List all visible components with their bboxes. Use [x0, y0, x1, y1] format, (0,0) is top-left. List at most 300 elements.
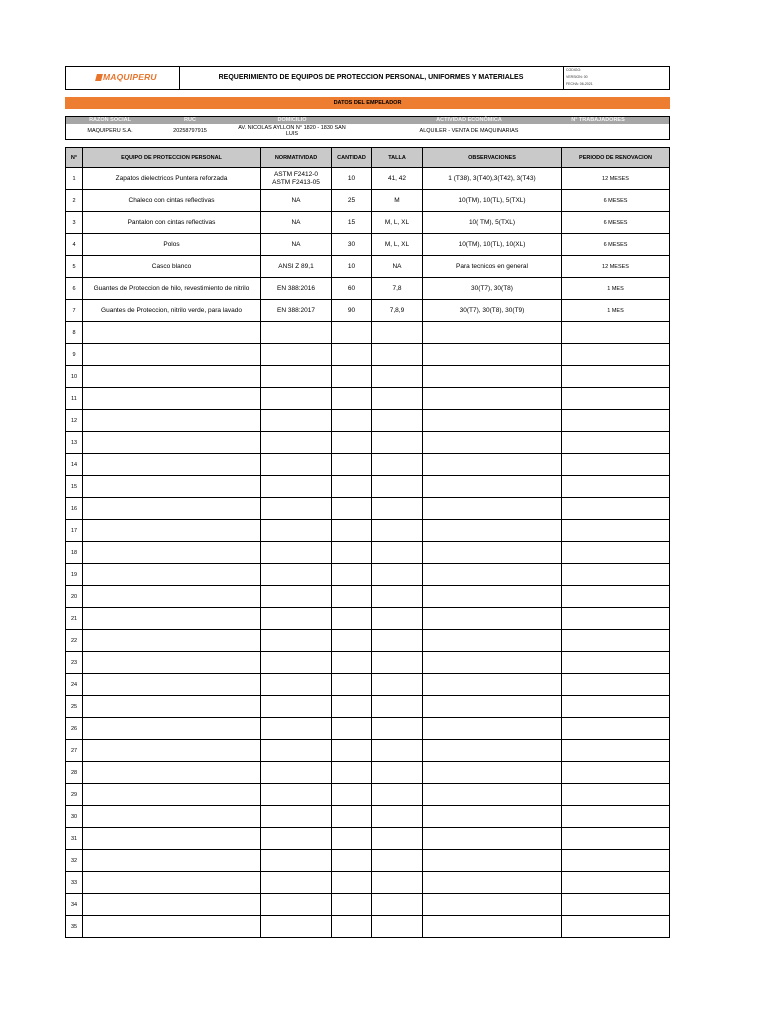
cantidad-cell: [332, 916, 372, 938]
normatividad-cell: [261, 718, 332, 740]
talla-cell: [372, 410, 423, 432]
normatividad-cell: [261, 916, 332, 938]
observaciones-cell: [423, 762, 562, 784]
row-number-cell: 28: [66, 762, 83, 784]
cantidad-cell: [332, 476, 372, 498]
table-row: [66, 784, 670, 806]
talla-cell: [372, 872, 423, 894]
domicilio-line2: LUIS: [285, 131, 299, 137]
normatividad-cell: [261, 850, 332, 872]
table-row: [66, 828, 670, 850]
table-row: [66, 278, 670, 300]
normatividad-cell: [261, 894, 332, 916]
periodo-cell: [562, 608, 670, 630]
normatividad-cell: [261, 212, 332, 234]
table-row: [66, 410, 670, 432]
equipo-cell: [83, 850, 261, 872]
razon-social-value: MAQUIPERU S.A.: [87, 128, 133, 134]
meta-version: VERSION: 00: [566, 75, 588, 79]
table-row: [66, 498, 670, 520]
observaciones-cell: 30(T7), 30(T8), 30(T9): [423, 300, 562, 322]
cantidad-cell: [332, 674, 372, 696]
equipo-cell: [83, 542, 261, 564]
observaciones-cell: [423, 388, 562, 410]
equipo-cell: [83, 388, 261, 410]
table-row: [66, 168, 670, 190]
table-row: [66, 366, 670, 388]
cantidad-cell: [332, 586, 372, 608]
ruc-value: 20258797915: [173, 128, 207, 134]
talla-cell: [372, 696, 423, 718]
equipo-cell: [83, 498, 261, 520]
row-number-cell: 21: [66, 608, 83, 630]
periodo-cell: [562, 366, 670, 388]
equipo-cell: [83, 454, 261, 476]
talla-cell: [372, 740, 423, 762]
row-number-cell: 30: [66, 806, 83, 828]
cantidad-cell: 30: [332, 234, 372, 256]
table-row: [66, 432, 670, 454]
row-number-cell: 25: [66, 696, 83, 718]
cantidad-cell: 60: [332, 278, 372, 300]
equipo-cell: [83, 322, 261, 344]
equipo-cell: Chaleco con cintas reflectivas: [83, 190, 261, 212]
talla-cell: 7,8: [372, 278, 423, 300]
cantidad-cell: [332, 388, 372, 410]
observaciones-cell: [423, 542, 562, 564]
normatividad-cell: [261, 828, 332, 850]
periodo-cell: 1 MES: [562, 278, 670, 300]
row-number-cell: 35: [66, 916, 83, 938]
cantidad-cell: [332, 520, 372, 542]
equipo-cell: [83, 410, 261, 432]
table-row: [66, 652, 670, 674]
observaciones-cell: [423, 894, 562, 916]
row-number-cell: 18: [66, 542, 83, 564]
normatividad-cell: [261, 806, 332, 828]
observaciones-cell: [423, 696, 562, 718]
table-row: [66, 564, 670, 586]
periodo-cell: [562, 652, 670, 674]
col-header-numero: N°: [66, 148, 83, 168]
talla-cell: [372, 432, 423, 454]
periodo-cell: [562, 432, 670, 454]
equipo-cell: Casco blanco: [83, 256, 261, 278]
normatividad-cell: [261, 256, 332, 278]
equipo-cell: Polos: [83, 234, 261, 256]
observaciones-cell: [423, 344, 562, 366]
normatividad-line: ANSI Z 89,1: [278, 262, 314, 270]
periodo-cell: [562, 586, 670, 608]
periodo-cell: [562, 828, 670, 850]
table-row: [66, 234, 670, 256]
table-row: [66, 916, 670, 938]
equipo-cell: [83, 806, 261, 828]
col-header-cantidad: CANTIDAD: [332, 148, 372, 168]
header-trabajadores: N° TRABAJADORES: [571, 117, 625, 123]
cantidad-cell: [332, 740, 372, 762]
talla-cell: [372, 718, 423, 740]
cantidad-cell: [332, 344, 372, 366]
table-header-row: [66, 148, 670, 168]
talla-cell: M, L, XL: [372, 212, 423, 234]
cantidad-cell: 90: [332, 300, 372, 322]
meta-date: FECHA: 06-2021: [566, 82, 593, 86]
row-number-cell: 8: [66, 322, 83, 344]
periodo-cell: [562, 630, 670, 652]
cantidad-cell: [332, 608, 372, 630]
header-actividad: ACTIVIDAD ECONÓMICA: [436, 117, 502, 123]
document-title: REQUERIMIENTO DE EQUIPOS DE PROTECCION PERSONAL, UNIFORMES Y MATERIALES: [218, 74, 524, 81]
logo-mark-icon: [95, 74, 103, 81]
cantidad-cell: 10: [332, 168, 372, 190]
observaciones-cell: [423, 652, 562, 674]
col-header-periodo: PERIODO DE RENOVACION: [562, 148, 670, 168]
observaciones-cell: [423, 872, 562, 894]
cantidad-cell: [332, 718, 372, 740]
document-meta: [563, 67, 670, 89]
periodo-cell: [562, 806, 670, 828]
equipo-cell: [83, 872, 261, 894]
meta-code: CODIGO:: [566, 68, 582, 72]
row-number-cell: 24: [66, 674, 83, 696]
periodo-cell: 6 MESES: [562, 212, 670, 234]
table-row: [66, 388, 670, 410]
equipo-cell: [83, 652, 261, 674]
row-number-cell: 17: [66, 520, 83, 542]
equipo-cell: [83, 784, 261, 806]
observaciones-cell: [423, 366, 562, 388]
normatividad-cell: [261, 190, 332, 212]
row-number-cell: 29: [66, 784, 83, 806]
talla-cell: [372, 806, 423, 828]
cantidad-cell: [332, 454, 372, 476]
normatividad-cell: [261, 872, 332, 894]
normatividad-cell: [261, 168, 332, 190]
normatividad-cell: [261, 674, 332, 696]
cantidad-cell: [332, 630, 372, 652]
col-header-observaciones: OBSERVACIONES: [423, 148, 562, 168]
row-number-cell: 26: [66, 718, 83, 740]
talla-cell: [372, 564, 423, 586]
actividad-value: ALQUILER - VENTA DE MAQUINARIAS: [419, 128, 519, 134]
table-row: [66, 762, 670, 784]
observaciones-cell: [423, 740, 562, 762]
talla-cell: [372, 674, 423, 696]
equipo-cell: [83, 366, 261, 388]
normatividad-cell: [261, 454, 332, 476]
talla-cell: 7,8,9: [372, 300, 423, 322]
normatividad-line: ASTM F2412-0: [273, 170, 319, 178]
cantidad-cell: [332, 498, 372, 520]
normatividad-cell: [261, 762, 332, 784]
row-number-cell: 3: [66, 212, 83, 234]
talla-cell: [372, 542, 423, 564]
table-row: [66, 300, 670, 322]
talla-cell: NA: [372, 256, 423, 278]
equipo-cell: [83, 520, 261, 542]
cantidad-cell: [332, 894, 372, 916]
periodo-cell: [562, 740, 670, 762]
table-row: [66, 674, 670, 696]
table-row: [66, 806, 670, 828]
cantidad-cell: [332, 850, 372, 872]
cantidad-cell: [332, 762, 372, 784]
observaciones-cell: [423, 718, 562, 740]
table-row: [66, 212, 670, 234]
normatividad-line: NA: [291, 196, 301, 204]
talla-cell: [372, 894, 423, 916]
observaciones-cell: [423, 608, 562, 630]
periodo-cell: [562, 916, 670, 938]
normatividad-cell: [261, 696, 332, 718]
periodo-cell: [562, 410, 670, 432]
normatividad-line: EN 388:2016: [277, 284, 315, 292]
normatividad-cell: [261, 476, 332, 498]
row-number-cell: 14: [66, 454, 83, 476]
equipo-cell: [83, 344, 261, 366]
normatividad-cell: [261, 388, 332, 410]
company-logo: [96, 72, 157, 82]
equipo-cell: [83, 608, 261, 630]
talla-cell: [372, 652, 423, 674]
talla-cell: [372, 344, 423, 366]
observaciones-cell: [423, 784, 562, 806]
normatividad-cell: [261, 344, 332, 366]
normatividad-line: NA: [291, 240, 301, 248]
table-row: [66, 520, 670, 542]
row-number-cell: 1: [66, 168, 83, 190]
normatividad-cell: [261, 366, 332, 388]
observaciones-cell: [423, 322, 562, 344]
periodo-cell: [562, 696, 670, 718]
normatividad-cell: [261, 278, 332, 300]
table-row: [66, 696, 670, 718]
talla-cell: [372, 850, 423, 872]
row-number-cell: 33: [66, 872, 83, 894]
observaciones-cell: [423, 916, 562, 938]
observaciones-cell: [423, 410, 562, 432]
table-row: [66, 894, 670, 916]
talla-cell: [372, 322, 423, 344]
normatividad-cell: [261, 608, 332, 630]
equipo-cell: Guantes de Proteccion de hilo, revestimiento de nitrilo: [83, 278, 261, 300]
talla-cell: [372, 520, 423, 542]
cantidad-cell: [332, 564, 372, 586]
equipo-cell: [83, 432, 261, 454]
talla-cell: [372, 366, 423, 388]
equipo-cell: Zapatos dielectricos Puntera reforzada: [83, 168, 261, 190]
observaciones-cell: [423, 674, 562, 696]
periodo-cell: [562, 718, 670, 740]
talla-cell: [372, 762, 423, 784]
talla-cell: [372, 388, 423, 410]
talla-cell: [372, 828, 423, 850]
observaciones-cell: 10( TM), 5(TXL): [423, 212, 562, 234]
equipo-cell: [83, 916, 261, 938]
normatividad-cell: [261, 586, 332, 608]
talla-cell: [372, 498, 423, 520]
table-row: [66, 630, 670, 652]
periodo-cell: 6 MESES: [562, 234, 670, 256]
talla-cell: M: [372, 190, 423, 212]
observaciones-cell: Para tecnicos en general: [423, 256, 562, 278]
equipo-cell: Pantalon con cintas reflectivas: [83, 212, 261, 234]
cantidad-cell: [332, 652, 372, 674]
table-row: [66, 740, 670, 762]
domicilio-line1: AV. NICOLAS AYLLON N° 1820 - 1830 SAN: [238, 125, 346, 131]
equipo-cell: [83, 674, 261, 696]
table-row: [66, 190, 670, 212]
observaciones-cell: [423, 498, 562, 520]
periodo-cell: [562, 454, 670, 476]
cantidad-cell: [332, 828, 372, 850]
normatividad-cell: [261, 322, 332, 344]
periodo-cell: 12 MESES: [562, 256, 670, 278]
cantidad-cell: [332, 542, 372, 564]
periodo-cell: [562, 674, 670, 696]
col-header-normatividad: NORMATIVIDAD: [261, 148, 332, 168]
normatividad-cell: [261, 234, 332, 256]
row-number-cell: 22: [66, 630, 83, 652]
periodo-cell: [562, 476, 670, 498]
periodo-cell: [562, 542, 670, 564]
cantidad-cell: [332, 432, 372, 454]
normatividad-cell: [261, 740, 332, 762]
table-row: [66, 718, 670, 740]
observaciones-cell: [423, 806, 562, 828]
talla-cell: M, L, XL: [372, 234, 423, 256]
periodo-cell: [562, 520, 670, 542]
row-number-cell: 31: [66, 828, 83, 850]
table-row: [66, 542, 670, 564]
normatividad-cell: [261, 630, 332, 652]
periodo-cell: [562, 872, 670, 894]
periodo-cell: [562, 344, 670, 366]
talla-cell: [372, 476, 423, 498]
table-row: [66, 586, 670, 608]
equipo-cell: Guantes de Proteccion, nitrilo verde, para lavado: [83, 300, 261, 322]
observaciones-cell: [423, 476, 562, 498]
row-number-cell: 15: [66, 476, 83, 498]
header-ruc: RUC: [184, 117, 196, 123]
equipo-cell: [83, 740, 261, 762]
observaciones-cell: [423, 564, 562, 586]
observaciones-cell: [423, 454, 562, 476]
periodo-cell: [562, 322, 670, 344]
periodo-cell: 6 MESES: [562, 190, 670, 212]
observaciones-cell: 30(T7), 30(T8): [423, 278, 562, 300]
col-header-equipo: EQUIPO DE PROTECCION PERSONAL: [83, 148, 261, 168]
row-number-cell: 7: [66, 300, 83, 322]
row-number-cell: 9: [66, 344, 83, 366]
observaciones-cell: [423, 850, 562, 872]
table-row: [66, 322, 670, 344]
normatividad-line: NA: [291, 218, 301, 226]
normatividad-line: ASTM F2413-05: [272, 178, 320, 186]
row-number-cell: 19: [66, 564, 83, 586]
talla-cell: 41, 42: [372, 168, 423, 190]
equipo-cell: [83, 718, 261, 740]
row-number-cell: 34: [66, 894, 83, 916]
employer-header-row: [66, 117, 669, 124]
equipment-table: [65, 147, 670, 938]
normatividad-cell: [261, 784, 332, 806]
periodo-cell: 12 MESES: [562, 168, 670, 190]
cantidad-cell: 10: [332, 256, 372, 278]
cantidad-cell: 15: [332, 212, 372, 234]
normatividad-cell: [261, 432, 332, 454]
equipo-cell: [83, 586, 261, 608]
header-razon-social: RAZON SOCIAL: [89, 117, 131, 123]
logo-cell: [66, 67, 180, 89]
equipo-cell: [83, 696, 261, 718]
row-number-cell: 2: [66, 190, 83, 212]
periodo-cell: [562, 498, 670, 520]
table-row: [66, 256, 670, 278]
observaciones-cell: 10(TM), 10(TL), 5(TXL): [423, 190, 562, 212]
row-number-cell: 32: [66, 850, 83, 872]
logo-text: MAQUIPERU: [103, 72, 157, 82]
talla-cell: [372, 784, 423, 806]
normatividad-cell: [261, 498, 332, 520]
table-body: [66, 168, 670, 938]
cantidad-cell: [332, 366, 372, 388]
cantidad-cell: [332, 806, 372, 828]
row-number-cell: 27: [66, 740, 83, 762]
normatividad-cell: [261, 542, 332, 564]
normatividad-cell: [261, 520, 332, 542]
row-number-cell: 12: [66, 410, 83, 432]
cantidad-cell: 25: [332, 190, 372, 212]
equipo-cell: [83, 828, 261, 850]
normatividad-cell: [261, 652, 332, 674]
header-domicilio: DOMICILIO: [277, 117, 307, 123]
table-row: [66, 850, 670, 872]
normatividad-line: EN 388:2017: [277, 306, 315, 314]
table-row: [66, 454, 670, 476]
row-number-cell: 13: [66, 432, 83, 454]
row-number-cell: 23: [66, 652, 83, 674]
table-row: [66, 344, 670, 366]
talla-cell: [372, 586, 423, 608]
table-row: [66, 608, 670, 630]
cantidad-cell: [332, 784, 372, 806]
observaciones-cell: [423, 586, 562, 608]
observaciones-cell: [423, 432, 562, 454]
document-header: [65, 66, 670, 90]
table-row: [66, 872, 670, 894]
periodo-cell: [562, 388, 670, 410]
row-number-cell: 10: [66, 366, 83, 388]
cantidad-cell: [332, 322, 372, 344]
periodo-cell: [562, 564, 670, 586]
table-row: [66, 476, 670, 498]
normatividad-cell: [261, 410, 332, 432]
equipo-cell: [83, 476, 261, 498]
row-number-cell: 5: [66, 256, 83, 278]
section-title: DATOS DEL EMPELADOR: [65, 97, 670, 109]
talla-cell: [372, 916, 423, 938]
row-number-cell: 16: [66, 498, 83, 520]
normatividad-cell: [261, 564, 332, 586]
talla-cell: [372, 608, 423, 630]
observaciones-cell: 10(TM), 10(TL), 10(XL): [423, 234, 562, 256]
periodo-cell: [562, 894, 670, 916]
cantidad-cell: [332, 410, 372, 432]
talla-cell: [372, 454, 423, 476]
normatividad-cell: [261, 300, 332, 322]
